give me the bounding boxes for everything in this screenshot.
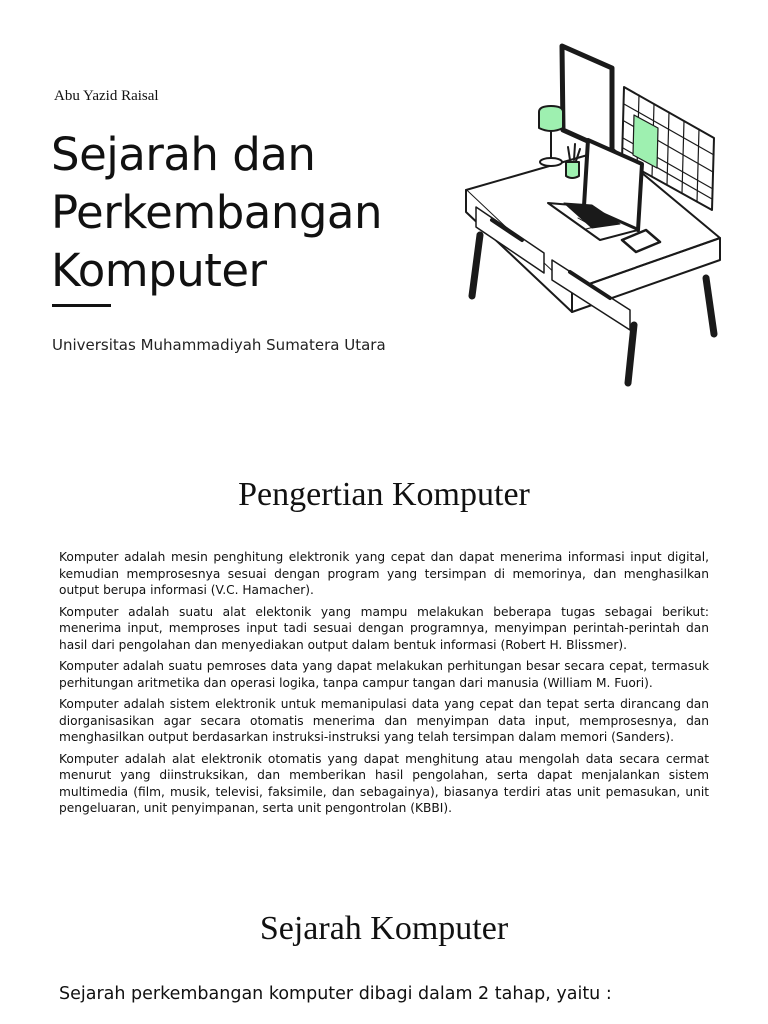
document-title [51, 126, 431, 300]
paragraph: Komputer adalah sistem elektronik untuk memanipulasi data yang cepat dan tepat serta dirancang dan diorganisasikan agar secara otomatis menerima dan menyimpan data input, memprosesnya, dan menghasilkan output berdasarkan instruksi-instruksi yang telah tersimpan dalam memori (Sanders). [59, 697, 709, 744]
desk-with-laptop-illustration [462, 40, 724, 390]
paragraph: Komputer adalah suatu pemroses data yang dapat melakukan perhitungan besar secara cepat, termasuk perhitungan aritmetika dan operasi logika, tanpa campur tangan dari manusia (William M. Fuori). [59, 659, 709, 690]
institution-name: Universitas Muhammadiyah Sumatera Utara [52, 336, 386, 354]
section-heading-pengertian: Pengertian Komputer [238, 476, 530, 513]
picture-frame [562, 46, 612, 152]
section-heading-sejarah: Sejarah Komputer [259, 910, 509, 947]
title-underline [52, 304, 111, 307]
paragraph: Komputer adalah suatu alat elektonik yang mampu melakukan beberapa tugas sebagai berikut: menerima input, memproses input tadi sesuai dengan programnya, menyimpan perintah-perintah dan hasil dari pengolahan dan menyediakan output dalam bentuk informasi (Robert H. Blissmer). [59, 604, 709, 652]
sejarah-intro: Sejarah perkembangan komputer dibagi dalam 2 tahap, yaitu : [59, 984, 612, 1004]
pengertian-body [59, 549, 709, 822]
paragraph: Komputer adalah mesin penghitung elektronik yang cepat dan dapat menerima informasi input digital, kemudian memprosesnya sesuai dengan program yang tersimpan di memorinya, dan menghasilkan output berupa informasi (V.C. Hamacher). [59, 550, 709, 597]
pen-cup [566, 144, 580, 178]
paragraph: Komputer adalah alat elektronik otomatis yang dapat menghitung atau mengolah data secara cermat menurut yang diinstruksikan, dan memberikan hasil pengolahan, serta dapat menjalankan sistem multimedia (film, musik, televisi, faksimile, dan sebagainya), biasanya terdiri atas unit pemasukan, unit pengeluaran, unit penyimpanan, serta unit pengontrolan (KBBI). [59, 751, 709, 815]
title-line-1: Sejarah dan [51, 128, 316, 181]
desk-lamp [539, 106, 563, 166]
title-line-3: Komputer [51, 244, 267, 297]
author-name: Abu Yazid Raisal [54, 88, 159, 104]
title-line-2: Perkembangan [51, 186, 383, 239]
